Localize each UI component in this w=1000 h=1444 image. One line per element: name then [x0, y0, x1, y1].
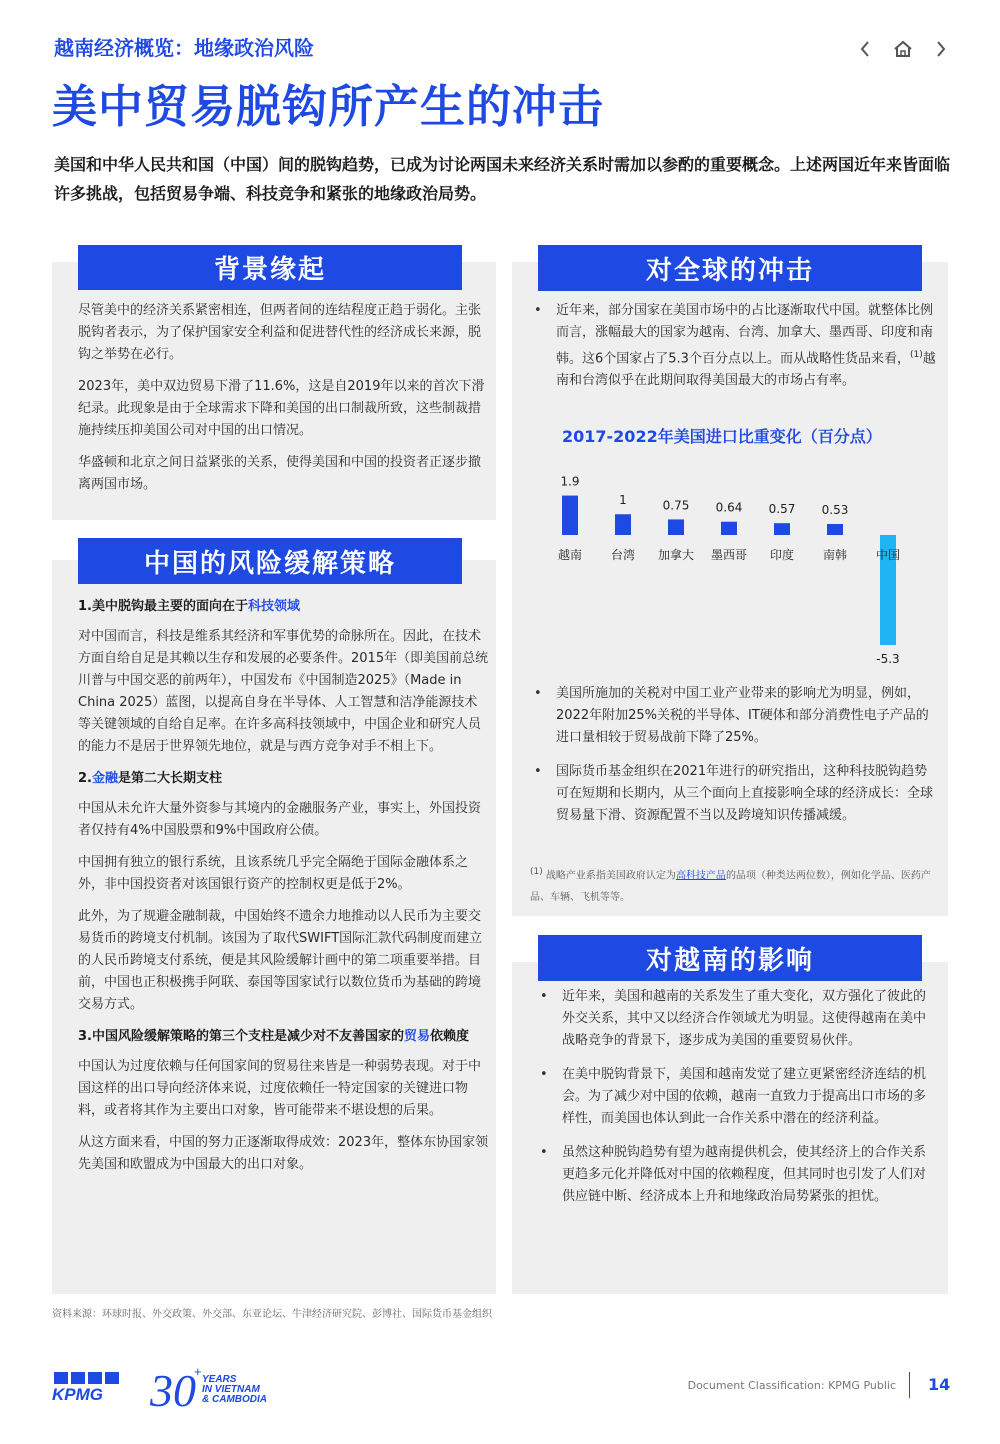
china-section-3-text: 中国认为过度依赖与任何国家间的贸易往来皆是一种弱势表现。对于中国这样的出口导向经济体来说，过度依赖任一特定国家的关键进口物料，或者将其作为主要出口对象，皆可能带来不堪设想的后果。: [78, 1059, 482, 1118]
china-text: [78, 596, 490, 1186]
chart-value-label: 0.57: [768, 502, 796, 517]
anniv-number: 30: [150, 1365, 196, 1416]
background-paragraph: 华盛顿和北京之间日益紧张的关系，使得美国和中国的投资者正逐步撤离两国市场。: [78, 455, 482, 492]
kpmg-logo: [52, 1370, 124, 1402]
finance-link[interactable]: 金融: [91, 771, 118, 786]
chart-category-label: 南韩: [822, 548, 848, 562]
chart-value-label: 0.64: [715, 500, 743, 515]
global-bullet: • 美国所施加的关税对中国工业产业带来的影响尤为明显，例如，2022年附加25%关税的半导体、IT硬体和部分消费性电子产品的进口量相较于贸易战前下降了25%。: [530, 683, 936, 749]
home-icon[interactable]: [892, 36, 914, 62]
section-subtitle: 越南经济概览：地缘政治风险: [54, 36, 314, 60]
vietnam-bullet: • 在美中脱钩背景下，美国和越南发觉了建立更紧密经济连结的机会。为了减少对中国的依赖，越南一直致力于提高出口市场的多样性，而美国也体认到此一合作关系中潜在的经济利益。: [536, 1064, 938, 1130]
chart-category-label: 越南: [557, 548, 583, 562]
high-tech-products-link[interactable]: 高科技产品: [675, 870, 726, 882]
bullet-text: 近年来，部分国家在美国市场中的占比逐渐取代中国。就整体比例而言，涨幅最大的国家为越南、台湾、加拿大、墨西哥、印度和南韩。这6个国家占了5.3个百分点以上。而从战略性货品来看，: [556, 303, 934, 367]
china-section-2-text: 此外，为了规避金融制裁，中国始终不遗余力地推动以人民币为主要交易货币的跨境支付机制。该国为了取代SWIFT国际汇款代码制度而建立的人民币跨境支付系统，便是其风险缓解计画中的第二项重要举措。目前，中国也正积极携手阿联、泰国等国家试行以数位货币为基础的跨境交易方式。: [78, 909, 483, 1012]
chart-category-label: 台湾: [610, 548, 636, 562]
chart-value-label: 1.9: [560, 474, 580, 489]
anniv-line: IN VIETNAM: [202, 1384, 260, 1395]
china-heading: 中国的风险缓解策略: [78, 538, 462, 584]
chart-category-label: 印度: [769, 548, 795, 562]
china-section-1-text: 对中国而言，科技是维系其经济和军事优势的命脉所在。因此，在技术方面自给自足是其赖以生存和发展的必要条件。2015年（即美国前总统川普与中国交恶的前两年），中国发布《中国制造2025》（Made in China 2025）蓝图，以提高自身在半导体、人工智慧和洁净能源技术等关键领域的自给自足率。在许多高科技领域中，中国企业和研究人员的能力不是居于世界领先地位，就是与西方竞争对手不相上下。: [78, 629, 489, 754]
chart-category-label: 加拿大: [657, 548, 695, 562]
global-bullets-top: [530, 300, 936, 404]
anniv-line: & CAMBODIA: [202, 1394, 267, 1405]
global-bullets-bottom: [530, 683, 936, 839]
background-heading: 背景缘起: [78, 245, 462, 290]
vietnam-bullet: • 近年来，美国和越南的关系发生了重大变化，双方强化了彼此的外交关系，其中又以经济合作领域尤为明显。这使得越南在美中战略竞争的背景下，逐步成为美国的重要贸易伙伴。: [536, 986, 938, 1052]
page-number: 14: [928, 1375, 951, 1394]
global-bullet: • 国际货币基金组织在2021年进行的研究指出，这种科技脱钩趋势可在短期和长期内，从三个面向上直接影响全球的经济成长：全球贸易量下滑、资源配置不当以及跨境知识传播减缓。: [530, 761, 936, 827]
title-text: 2.: [78, 771, 92, 786]
title-text: 依赖度: [430, 1029, 470, 1044]
vietnam-heading: 对越南的影响: [538, 935, 922, 981]
chevron-left-icon[interactable]: [854, 36, 876, 62]
global-heading: 对全球的冲击: [538, 245, 922, 291]
document-classification: Document Classification: KPMG Public: [687, 1379, 896, 1392]
chart-category-label: 中国: [875, 548, 901, 562]
china-section-2-text: 中国从未允许大量外资参与其境内的金融服务产业，事实上，外国投资者仅持有4%中国股票和9%中国政府公债。: [78, 801, 482, 838]
anniversary-logo: [150, 1360, 280, 1416]
title-text: 1.美中脱钩最主要的面向在于: [78, 599, 248, 614]
chart-title: 2017-2022年美国进口比重变化（百分点）: [562, 427, 882, 446]
china-section-2-title: [78, 768, 490, 790]
footnote-mark: (1): [530, 867, 543, 877]
tech-link[interactable]: 科技领域: [247, 599, 300, 614]
chart-bar: [774, 523, 790, 535]
background-paragraph: 2023年，美中双边贸易下滑了11.6%，这是自2019年以来的首次下滑纪录。此现象是由于全球需求下降和美国的出口制裁所致，这些制裁措施持续压抑美国公司对中国的出口情况。: [78, 379, 485, 438]
page-title: 美中贸易脱钩所产生的冲击: [52, 80, 605, 133]
global-footnote: [530, 861, 942, 909]
trade-link[interactable]: 贸易: [403, 1029, 430, 1044]
title-text: 是第二大长期支柱: [118, 771, 223, 786]
china-section-3-title: [78, 1026, 490, 1048]
source-note: 资料来源：环球时报、外交政策、外交部、东亚论坛、牛津经济研究院、彭博社、国际货币基金组织: [52, 1309, 492, 1320]
chart-value-label: 1: [619, 493, 627, 508]
title-text: 3.中国风险缓解策略的第三个支柱是减少对不友善国家的: [78, 1029, 404, 1044]
chart-bar: [827, 524, 843, 535]
chart-category-label: 墨西哥: [710, 548, 748, 562]
chart-value-label: -5.3: [876, 652, 900, 666]
chart-value-label: 0.53: [821, 503, 849, 517]
china-section-1-title: [78, 596, 490, 618]
footer-divider: [909, 1372, 910, 1398]
import-share-chart: [540, 460, 920, 675]
chart-bar: [668, 519, 684, 535]
vietnam-bullet: • 虽然这种脱钩趋势有望为越南提供机会，使其经济上的合作关系更趋多元化并降低对中国的依赖程度，但其同时也引发了人们对供应链中断、经济成本上升和地缘政治局势紧张的担忧。: [536, 1142, 938, 1208]
bullet-text: 越南和台湾似乎在此期间取得美国最大的市场占有率。: [556, 351, 936, 389]
page-nav: [854, 36, 952, 62]
footnote-text: 的品项（种类达两位数），例如化学品、医药产品、车辆、飞机等等。: [530, 870, 931, 904]
footnote-text: 战略产业系指美国政府认定为: [542, 870, 676, 882]
china-section-3-text: 从这方面来看，中国的努力正逐渐取得成效：2023年，整体东协国家领先美国和欧盟成为中国最大的出口对象。: [78, 1135, 489, 1172]
kpmg-logo-text: KPMG: [52, 1385, 103, 1402]
footnote-ref: (1): [909, 350, 923, 360]
chevron-right-icon[interactable]: [930, 36, 952, 62]
china-section-2-text: 中国拥有独立的银行系统，且该系统几乎完全隔绝于国际金融体系之外，非中国投资者对该国银行资产的控制权更是低于2%。: [78, 855, 469, 892]
background-paragraph: 尽管美中的经济关系紧密相连，但两者间的连结程度正趋于弱化。主张脱钩者表示，为了保护国家安全利益和促进替代性的经济成长来源，脱钩之举势在必行。: [78, 303, 482, 362]
anniv-plus: +: [194, 1364, 202, 1379]
global-bullet: [530, 300, 936, 392]
chart-value-label: 0.75: [662, 498, 690, 513]
chart-bar: [562, 496, 578, 535]
chart-bar: [615, 514, 631, 535]
vietnam-bullets: [536, 986, 938, 1220]
anniv-line: YEARS: [202, 1374, 237, 1385]
intro-paragraph: 美国和中华人民共和国（中国）间的脱钩趋势，已成为讨论两国未来经济关系时需加以参酌的重要概念。上述两国近年来皆面临许多挑战，包括贸易争端、科技竞争和紧张的地缘政治局势。: [54, 155, 951, 203]
chart-bar: [721, 522, 737, 535]
background-text: [78, 300, 488, 506]
